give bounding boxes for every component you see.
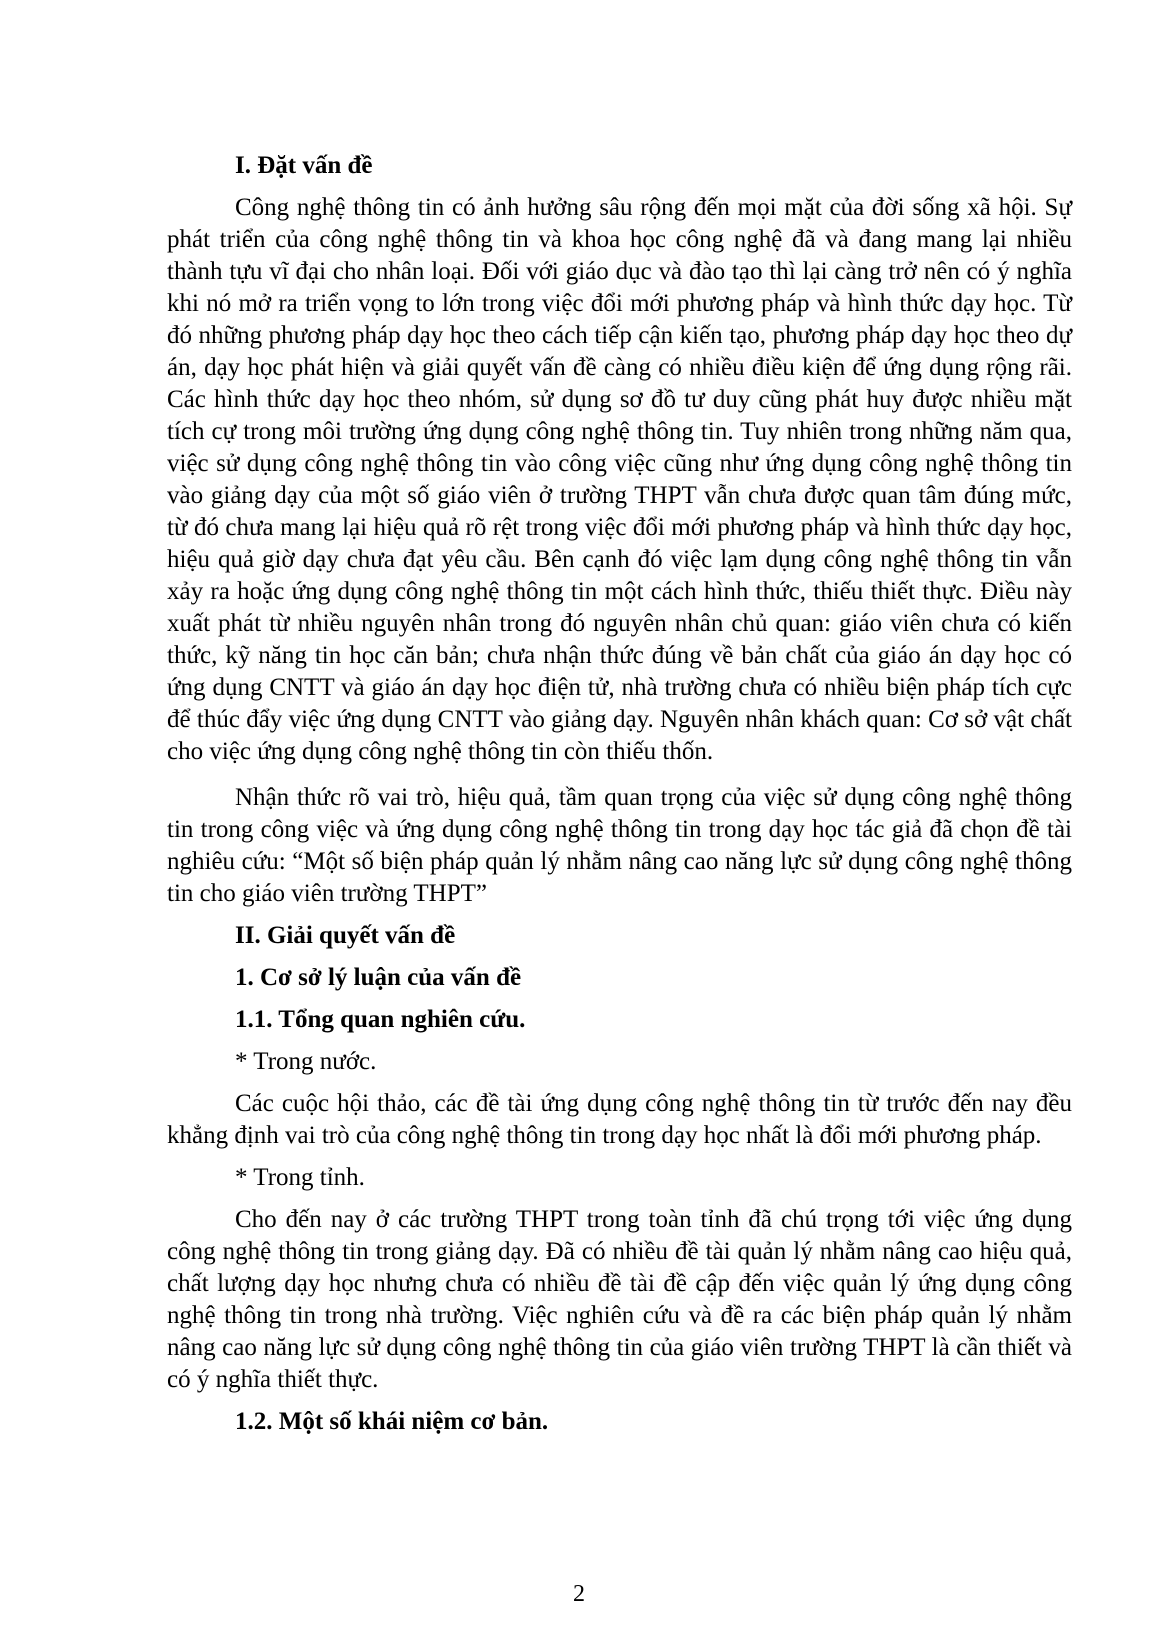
section-heading-giai-quyet-van-de: II. Giải quyết vấn đề [235,922,456,949]
section-heading-dat-van-de: I. Đặt vấn đề [235,152,373,179]
subsection-heading-tong-quan: 1.1. Tổng quan nghiên cứu. [235,1006,526,1033]
paragraph-trong-nuoc: Các cuộc hội thảo, các đề tài ứng dụng công nghệ thông tin từ trước đến nay đều khẳng định vai trò của công nghệ thông tin trong dạy học nhất là đổi mới phương pháp. [167,1090,1072,1149]
subsection-heading-co-so-ly-luan: 1. Cơ sở lý luận của vấn đề [235,964,522,991]
paragraph-topic-choice: Nhận thức rõ vai trò, hiệu quả, tầm quan trọng của việc sử dụng công nghệ thông tin trong công việc và ứng dụng công nghệ thông tin trong dạy học tác giả đã chọn đề tài nghiêu cứu: “Một số biện pháp quản lý nhằm nâng cao năng lực sử dụng công nghệ thông tin cho giáo viên trường THPT” [167,784,1072,907]
subsection-heading-khai-niem: 1.2. Một số khái niệm cơ bản. [235,1408,549,1435]
bullet-trong-nuoc: * Trong nước. [235,1048,377,1075]
bullet-trong-tinh: * Trong tỉnh. [235,1164,365,1191]
paragraph-trong-tinh: Cho đến nay ở các trường THPT trong toàn tỉnh đã chú trọng tới việc ứng dụng công nghệ thông tin trong giảng dạy. Đã có nhiều đề tài quản lý nhằm nâng cao hiệu quả, chất lượng dạy học nhưng chưa có nhiều đề tài đề cập đến việc quản lý ứng dụng công nghệ thông tin trong nhà trường. Việc nghiên cứu và đề ra các biện pháp quản lý nhằm nâng cao năng lực sử dụng công nghệ thông tin của giáo viên trường THPT là cần thiết và có ý nghĩa thiết thực. [167,1206,1072,1393]
paragraph-intro: Công nghệ thông tin có ảnh hưởng sâu rộng đến mọi mặt của đời sống xã hội. Sự phát triển của công nghệ thông tin và khoa học công nghệ đã và đang mang lại nhiều thành tựu vĩ đại cho nhân loại. Đối với giáo dục và đào tạo thì lại càng trở nên có ý nghĩa khi nó mở ra triển vọng to lớn trong việc đổi mới phương pháp và hình thức dạy học. Từ đó những phương pháp dạy học theo cách tiếp cận kiến tạo, phương pháp dạy học theo dự án, dạy học phát hiện và giải quyết vấn đề càng có nhiều điều kiện để ứng dụng rộng rãi. Các hình thức dạy học theo nhóm, sử dụng sơ đồ tư duy cũng phát huy được nhiều mặt tích cự trong môi trường ứng dụng công nghệ thông tin. Tuy nhiên trong những năm qua, việc sử dụng công nghệ thông tin vào công việc cũng như ứng dụng công nghệ thông tin vào giảng dạy của một số giáo viên ở trường THPT vẫn chưa được quan tâm đúng mức, từ đó chưa mang lại hiệu quả rõ rệt trong việc đổi mới phương pháp và hình thức dạy học, hiệu quả giờ dạy chưa đạt yêu cầu. Bên cạnh đó việc lạm dụng công nghệ thông tin vẫn xảy ra hoặc ứng dụng công nghệ thông tin một cách hình thức, thiếu thiết thực. Điều này xuất phát từ nhiều nguyên nhân trong đó nguyên nhân chủ quan: giáo viên chưa có kiến thức, kỹ năng tin học căn bản; chưa nhận thức đúng về bản chất của giáo án dạy học có ứng dụng CNTT và giáo án dạy học điện tử, nhà trường chưa có nhiều biện pháp tích cực để thúc đẩy việc ứng dụng CNTT vào giảng dạy. Nguyên nhân khách quan: Cơ sở vật chất cho việc ứng dụng công nghệ thông tin còn thiếu thốn. [167,194,1072,765]
document-page [167,150,1072,1448]
page-number: 2 [573,1581,585,1607]
